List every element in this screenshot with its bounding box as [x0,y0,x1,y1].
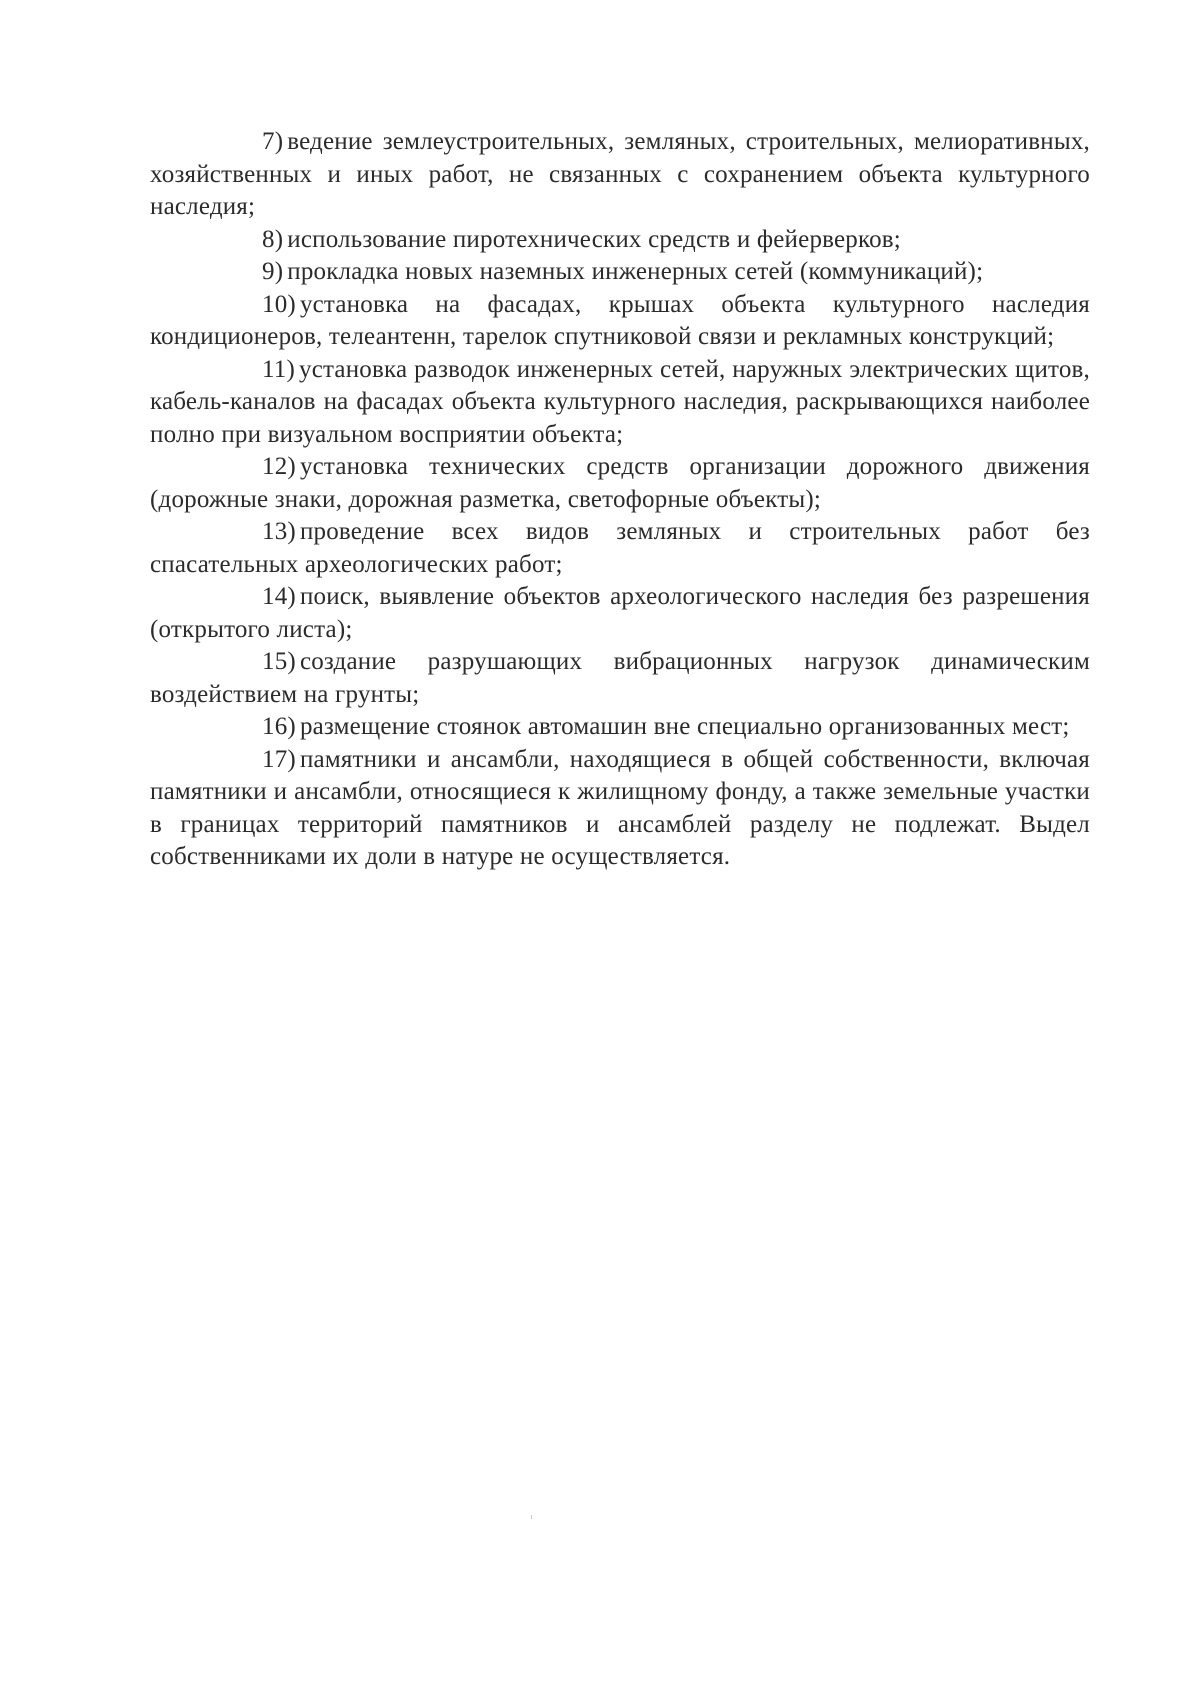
list-item-number: 11) [262,355,295,383]
scan-speck [531,1515,532,1519]
list-item-text: размещение стоянок автомашин вне специально организованных мест; [299,713,1070,740]
list-item-15 [150,646,1090,711]
list-item-text: использование пиротехнических средств и фейерверков; [287,225,901,253]
list-item-text: создание разрушающих вибрационных нагрузок динамическим воздействием на грунты; [150,648,1090,708]
list-item-number: 17) [262,745,296,773]
list-item-text: установка на фасадах, крышах объекта культурного наследия кондиционеров, телеантенн, тарелок спутниковой связи и рекламных конструкций; [150,290,1090,350]
list-item-text: установка разводок инженерных сетей, наружных электрических щитов, кабель-каналов на фасадах объекта культурного наследия, раскрывающихся наиболее полно при визуальном восприятии объекта; [150,355,1090,448]
list-item-number: 15) [262,648,296,675]
list-item-11 [150,354,1090,452]
list-item-text: установка технических средств организации дорожного движения (дорожные знаки, дорожная разметка, светофорные объекты); [150,453,1090,513]
list-item-12 [150,451,1090,516]
list-item-number: 13) [262,518,296,545]
list-item-7 [150,126,1090,224]
list-item-number: 14) [262,583,296,610]
list-item-number: 16) [262,713,296,740]
list-item-text: проведение всех видов земляных и строительных работ без спасательных археологических работ; [150,518,1090,578]
list-item-number: 9) [262,258,284,285]
list-item-number: 7) [262,128,284,155]
list-item-number: 8) [262,225,284,253]
list-item-text: прокладка новых наземных инженерных сетей (коммуникаций); [287,258,984,285]
list-item-13 [150,516,1090,581]
list-item-text: ведение землеустроительных, земляных, строительных, мелиоративных, хозяйственных и иных работ, не связанных с сохранением объекта культурного наследия; [150,128,1090,220]
list-item-text: памятники и ансамбли, находящиеся в общей собственности, включая памятники и ансамбли, относящиеся к жилищному фонду, а также земельные участки в границах территорий памятников и ансамблей разделу не подлежат. Выдел собственниками их доли в натуре не осуществляется. [150,745,1090,870]
list-item-number: 10) [262,290,296,318]
list-item-16 [150,711,1090,744]
list-item-14 [150,581,1090,646]
list-item-text: поиск, выявление объектов археологического наследия без разрешения (открытого листа); [150,583,1090,643]
document-body [150,126,1090,874]
list-item-10 [150,289,1090,354]
list-item-9 [150,256,1090,289]
list-item-17 [150,744,1090,874]
list-item-8 [150,224,1090,257]
list-item-number: 12) [262,453,296,480]
